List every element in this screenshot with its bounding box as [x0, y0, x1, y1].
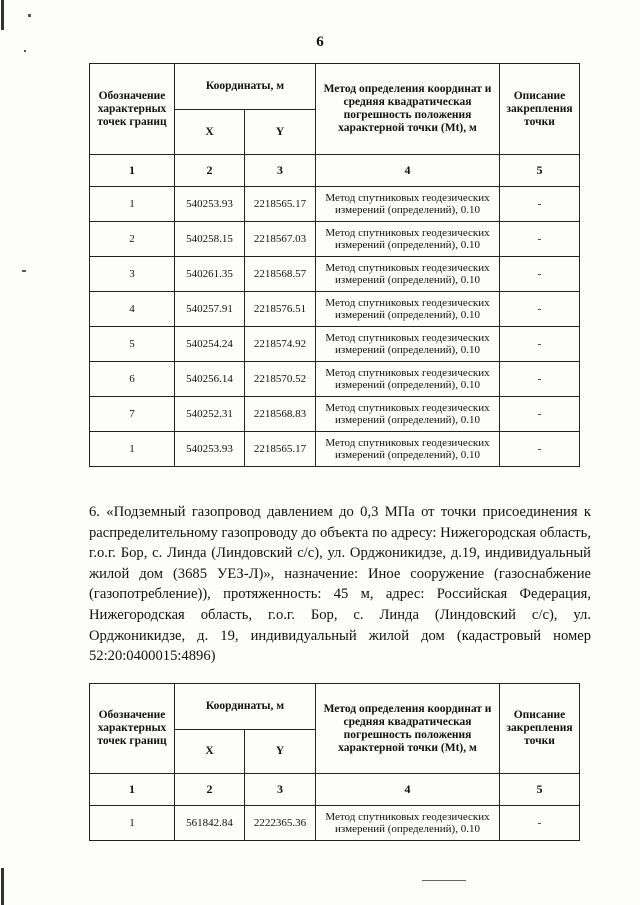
header-method: Метод определения координат и средняя квадратическая погрешность положения характерной точки (Mt), м	[316, 64, 500, 155]
column-number: 1	[90, 774, 175, 806]
column-number-row	[90, 155, 580, 187]
header-designation: Обозначение характерных точек границ	[90, 684, 175, 774]
fixing-cell: -	[500, 362, 580, 397]
y-cell: 2218565.17	[245, 187, 316, 222]
point-cell: 2	[90, 222, 175, 257]
method-cell: Метод спутниковых геодезических измерений (определений), 0.10	[316, 327, 500, 362]
method-cell: Метод спутниковых геодезических измерений (определений), 0.10	[316, 222, 500, 257]
fixing-cell: -	[500, 397, 580, 432]
y-cell: 2218568.57	[245, 257, 316, 292]
x-cell: 540254.24	[175, 327, 245, 362]
header-x: X	[175, 730, 245, 774]
fixing-cell: -	[500, 292, 580, 327]
scan-margin-bar-bottom	[1, 868, 4, 905]
column-number: 2	[175, 155, 245, 187]
method-cell: Метод спутниковых геодезических измерений (определений), 0.10	[316, 292, 500, 327]
column-number: 1	[90, 155, 175, 187]
point-cell: 3	[90, 257, 175, 292]
column-number: 4	[316, 155, 500, 187]
method-cell: Метод спутниковых геодезических измерений (определений), 0.10	[316, 806, 500, 841]
point-cell: 6	[90, 362, 175, 397]
scan-dot	[28, 14, 31, 17]
point-cell: 1	[90, 187, 175, 222]
method-cell: Метод спутниковых геодезических измерений (определений), 0.10	[316, 362, 500, 397]
scan-dot	[22, 270, 26, 272]
table-row	[90, 222, 580, 257]
y-cell: 2218568.83	[245, 397, 316, 432]
table-row	[90, 292, 580, 327]
column-number: 5	[500, 774, 580, 806]
header-y: Y	[245, 730, 316, 774]
header-row	[90, 684, 580, 730]
header-fixing: Описание закрепления точки	[500, 684, 580, 774]
table-row	[90, 397, 580, 432]
x-cell: 540261.35	[175, 257, 245, 292]
header-fixing: Описание закрепления точки	[500, 64, 580, 155]
page-number: 6	[316, 34, 324, 50]
table-row	[90, 327, 580, 362]
object-description-paragraph: 6. «Подземный газопровод давлением до 0,3 МПа от точки присоединения к распределительному газопроводу до объекта по адресу: Нижегородская область, г.о.г. Бор, с. Линда (Линдовский с/с), ул. Орджоникидзе, д.19, индивидуальный жилой дом (3685 УЕЗ-Л)», назначение: Иное сооружение (газоснабжение (газопотребление)), протяженность: 45 м, адрес: Российская Федерация, Нижегородская область, г.о.г. Бор, с. Линда (Линдовский с/с), ул. Орджоникидзе, д. 19, индивидуальный жилой дом (кадастровый номер 52:20:0400015:4896)	[89, 504, 591, 665]
method-cell: Метод спутниковых геодезических измерений (определений), 0.10	[316, 187, 500, 222]
table-row	[90, 362, 580, 397]
y-cell: 2218567.03	[245, 222, 316, 257]
method-cell: Метод спутниковых геодезических измерений (определений), 0.10	[316, 257, 500, 292]
table-row	[90, 432, 580, 467]
point-cell: 1	[90, 806, 175, 841]
y-cell: 2218574.92	[245, 327, 316, 362]
footer-line	[422, 880, 466, 881]
y-cell: 2218570.52	[245, 362, 316, 397]
header-row	[90, 64, 580, 110]
column-number: 4	[316, 774, 500, 806]
point-cell: 1	[90, 432, 175, 467]
coordinates-table-2	[89, 683, 580, 841]
fixing-cell: -	[500, 257, 580, 292]
table-row	[90, 806, 580, 841]
y-cell: 2218565.17	[245, 432, 316, 467]
table-row	[90, 187, 580, 222]
coordinates-table-1	[89, 63, 580, 467]
header-coordinates: Координаты, м	[175, 684, 316, 730]
fixing-cell: -	[500, 806, 580, 841]
column-number: 2	[175, 774, 245, 806]
x-cell: 540256.14	[175, 362, 245, 397]
column-number-row	[90, 774, 580, 806]
scan-margin-bar-top	[1, 0, 4, 30]
header-coordinates: Координаты, м	[175, 64, 316, 110]
column-number: 3	[245, 774, 316, 806]
table-row	[90, 257, 580, 292]
fixing-cell: -	[500, 187, 580, 222]
x-cell: 540253.93	[175, 187, 245, 222]
fixing-cell: -	[500, 432, 580, 467]
x-cell: 561842.84	[175, 806, 245, 841]
y-cell: 2218576.51	[245, 292, 316, 327]
header-y: Y	[245, 110, 316, 155]
fixing-cell: -	[500, 222, 580, 257]
header-method: Метод определения координат и средняя квадратическая погрешность положения характерной точки (Mt), м	[316, 684, 500, 774]
fixing-cell: -	[500, 327, 580, 362]
point-cell: 7	[90, 397, 175, 432]
x-cell: 540253.93	[175, 432, 245, 467]
column-number: 5	[500, 155, 580, 187]
point-cell: 4	[90, 292, 175, 327]
point-cell: 5	[90, 327, 175, 362]
x-cell: 540257.91	[175, 292, 245, 327]
x-cell: 540258.15	[175, 222, 245, 257]
column-number: 3	[245, 155, 316, 187]
method-cell: Метод спутниковых геодезических измерений (определений), 0.10	[316, 397, 500, 432]
y-cell: 2222365.36	[245, 806, 316, 841]
header-designation: Обозначение характерных точек границ	[90, 64, 175, 155]
header-x: X	[175, 110, 245, 155]
x-cell: 540252.31	[175, 397, 245, 432]
method-cell: Метод спутниковых геодезических измерений (определений), 0.10	[316, 432, 500, 467]
